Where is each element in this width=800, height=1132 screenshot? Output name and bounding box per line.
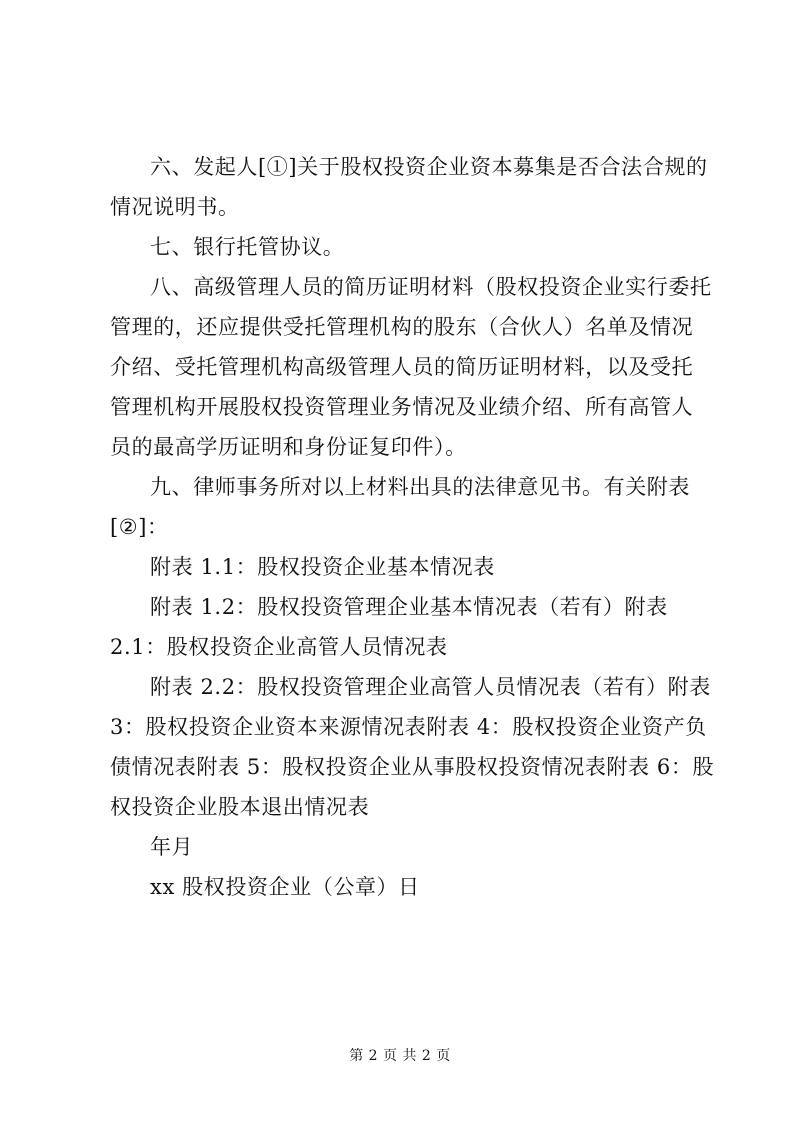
paragraph-8-line-5: 员的最高学历证明和身份证复印件）。 xyxy=(110,435,467,459)
paragraph-8-line-4: 管理机构开展股权投资管理业务情况及业绩介绍、所有高管人 xyxy=(110,395,694,419)
appendix-2-2-line-1: 附表 2.2：股权投资管理企业高管人员情况表（若有）附表 xyxy=(150,675,711,699)
paragraph-8-line-3: 介绍、受托管理机构高级管理人员的简历证明材料，以及受托 xyxy=(110,355,694,379)
appendix-2-2-line-4: 权投资企业股本退出情况表 xyxy=(110,795,370,819)
paragraph-7: 七、银行托管协议。 xyxy=(150,235,345,259)
appendix-1-2-line-2: 2.1：股权投资企业高管人员情况表 xyxy=(110,635,448,659)
date-year-month: 年月 xyxy=(150,835,194,859)
page-footer: 第 2 页 共 2 页 xyxy=(349,1048,451,1064)
paragraph-6-line-1: 六、发起人[①]关于股权投资企业资本募集是否合法合规的 xyxy=(150,155,708,179)
paragraph-6-line-2: 情况说明书。 xyxy=(110,195,240,219)
appendix-1-2-line-1: 附表 1.2：股权投资管理企业基本情况表（若有）附表 xyxy=(150,595,668,619)
company-seal-line: xx 股权投资企业（公章）日 xyxy=(150,875,420,899)
appendix-2-2-line-3: 债情况表附表 5：股权投资企业从事股权投资情况表附表 6：股 xyxy=(110,755,715,779)
paragraph-8-line-2: 管理的，还应提供受托管理机构的股东（合伙人）名单及情况 xyxy=(110,315,694,339)
appendix-2-2-line-2: 3：股权投资企业资本来源情况表附表 4：股权投资企业资产负 xyxy=(110,715,707,739)
paragraph-9-line-1: 九、律师事务所对以上材料出具的法律意见书。有关附表 xyxy=(150,475,690,499)
paragraph-8-line-1: 八、高级管理人员的简历证明材料（股权投资企业实行委托 xyxy=(150,275,712,299)
appendix-1-1: 附表 1.1：股权投资企业基本情况表 xyxy=(150,555,495,579)
paragraph-9-line-2: [②]： xyxy=(110,515,169,539)
